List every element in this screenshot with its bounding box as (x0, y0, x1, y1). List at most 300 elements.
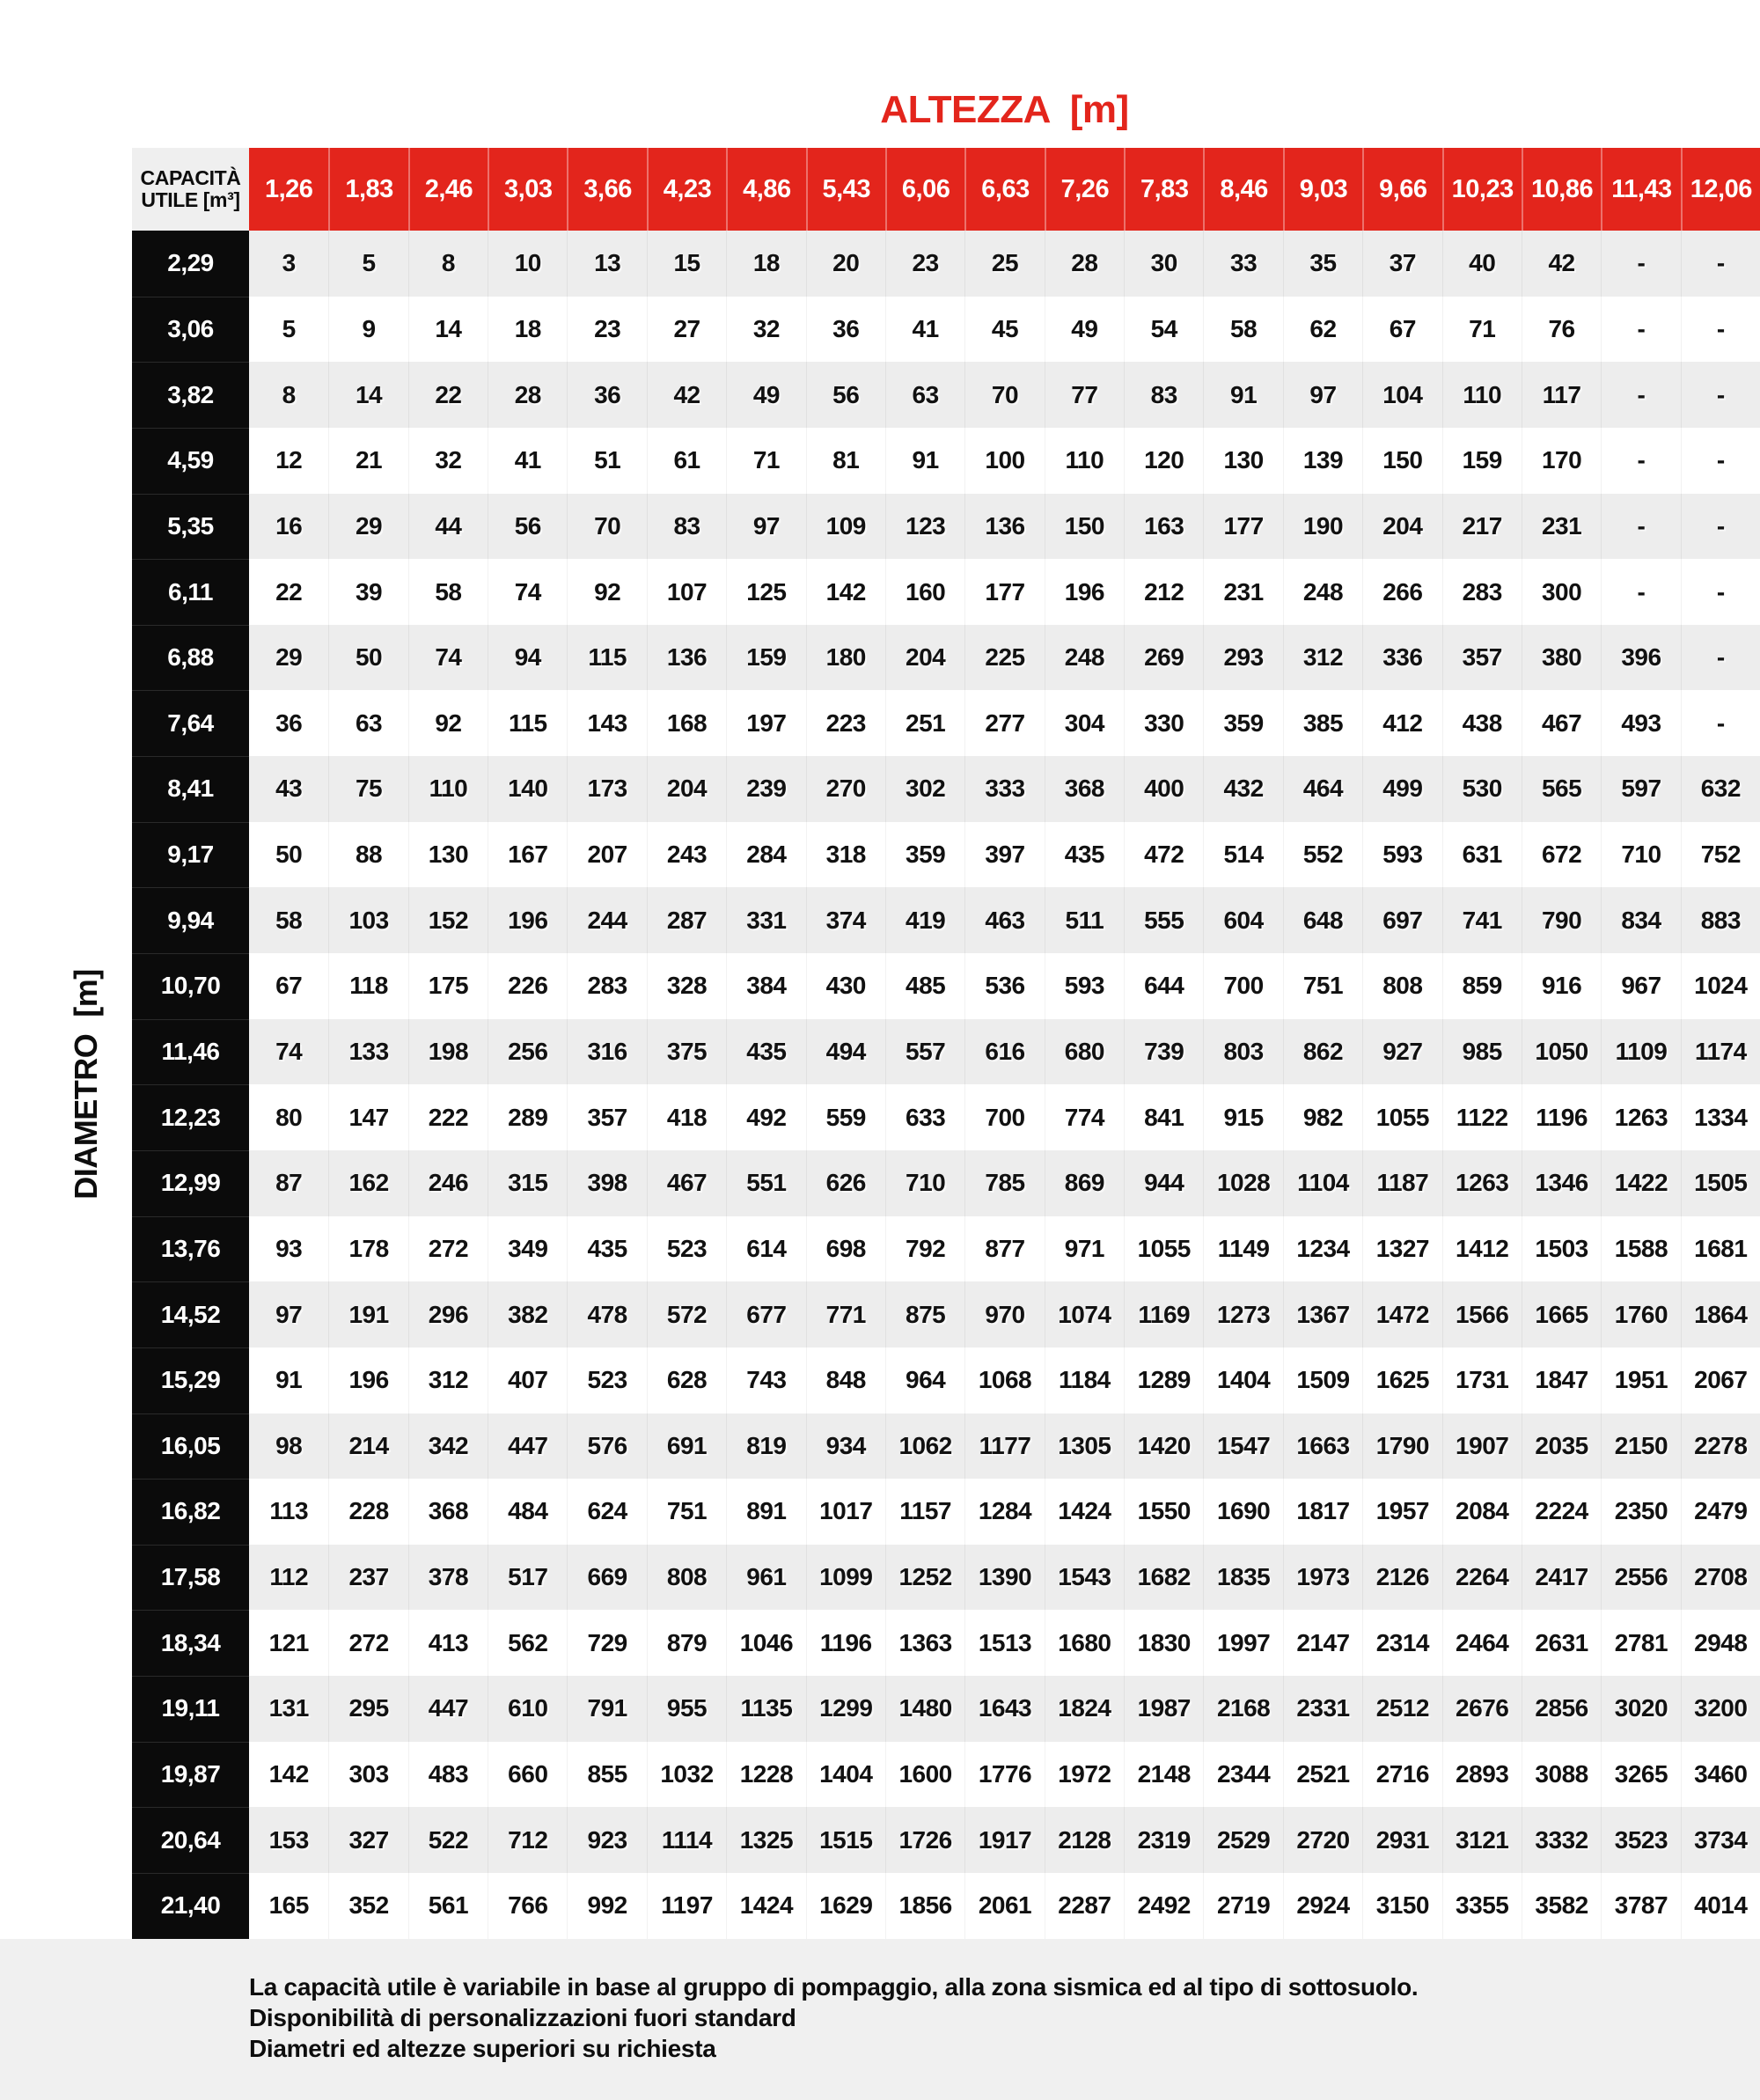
value-cell: 2314 (1362, 1610, 1441, 1676)
value-cell: 54 (1124, 297, 1203, 363)
value-cell: 915 (1203, 1084, 1282, 1150)
value-cell: 359 (885, 822, 964, 888)
value-cell: 964 (885, 1347, 964, 1413)
value-cell: 61 (647, 428, 726, 494)
value-cell: 5 (328, 231, 407, 297)
value-cell: 2331 (1283, 1676, 1362, 1742)
value-cell: 225 (964, 625, 1044, 691)
value-cell: 430 (806, 953, 885, 1019)
value-cell: 1187 (1362, 1150, 1441, 1216)
value-cell: 447 (488, 1413, 567, 1480)
row-header-cell: 8,41 (132, 756, 249, 822)
column-axis-title: ALTEZZA [m] (880, 88, 1129, 131)
table-row (132, 953, 1760, 1019)
value-cell: 1157 (885, 1479, 964, 1545)
column-header-cell: 1,26 (249, 148, 328, 231)
value-cell: 700 (1203, 953, 1282, 1019)
value-cell: 741 (1442, 887, 1522, 953)
value-cell: 2512 (1362, 1676, 1441, 1742)
value-cell: 303 (328, 1742, 407, 1808)
value-cell: 63 (885, 362, 964, 428)
value-cell: 1600 (885, 1742, 964, 1808)
row-header-cell: 18,34 (132, 1610, 249, 1676)
value-cell: 1663 (1283, 1413, 1362, 1480)
value-cell: 869 (1045, 1150, 1124, 1216)
value-cell: 283 (1442, 559, 1522, 625)
table-row (132, 1347, 1760, 1413)
value-cell: 891 (726, 1479, 805, 1545)
value-cell: 985 (1442, 1019, 1522, 1085)
value-cell: 140 (488, 756, 567, 822)
value-cell: 1817 (1283, 1479, 1362, 1545)
value-cell: 49 (1045, 297, 1124, 363)
value-cell: 91 (1203, 362, 1282, 428)
row-header-cell: 17,58 (132, 1545, 249, 1611)
value-cell: 357 (567, 1084, 646, 1150)
value-cell: 1252 (885, 1545, 964, 1611)
value-cell: 552 (1283, 822, 1362, 888)
value-cell: 41 (488, 428, 567, 494)
value-cell: 875 (885, 1281, 964, 1347)
value-cell: 121 (249, 1610, 328, 1676)
value-cell: 1327 (1362, 1216, 1441, 1282)
value-cell: - (1681, 690, 1760, 756)
value-cell: 1917 (964, 1807, 1044, 1873)
value-cell: 624 (567, 1479, 646, 1545)
value-cell: 1050 (1522, 1019, 1601, 1085)
value-cell: 153 (249, 1807, 328, 1873)
row-header-cell: 14,52 (132, 1281, 249, 1347)
value-cell: 217 (1442, 494, 1522, 560)
value-cell: - (1681, 362, 1760, 428)
value-cell: 269 (1124, 625, 1203, 691)
footer-note: La capacità utile è variabile in base al gruppo di pompaggio, alla zona sismica ed al tipo di sottosuolo. (249, 1973, 1419, 2001)
value-cell: 18 (488, 297, 567, 363)
value-cell: 20 (806, 231, 885, 297)
value-cell: 1032 (647, 1742, 726, 1808)
value-cell: 1068 (964, 1347, 1044, 1413)
value-cell: 1334 (1681, 1084, 1760, 1150)
value-cell: 204 (1362, 494, 1441, 560)
column-header-cell: 2,46 (408, 148, 488, 231)
value-cell: 43 (249, 756, 328, 822)
value-cell: 523 (567, 1347, 646, 1413)
value-cell: 342 (408, 1413, 488, 1480)
value-cell: 1273 (1203, 1281, 1282, 1347)
value-cell: 597 (1601, 756, 1680, 822)
value-cell: 680 (1045, 1019, 1124, 1085)
value-cell: 42 (647, 362, 726, 428)
value-cell: 1864 (1681, 1281, 1760, 1347)
value-cell: 3787 (1601, 1873, 1680, 1939)
value-cell: 180 (806, 625, 885, 691)
value-cell: 352 (328, 1873, 407, 1939)
value-cell: 2708 (1681, 1545, 1760, 1611)
value-cell: 848 (806, 1347, 885, 1413)
value-cell: 239 (726, 756, 805, 822)
value-cell: 385 (1283, 690, 1362, 756)
value-cell: 1055 (1124, 1216, 1203, 1282)
value-cell: 1135 (726, 1676, 805, 1742)
value-cell: 1422 (1601, 1150, 1680, 1216)
value-cell: 435 (1045, 822, 1124, 888)
value-cell: 1424 (726, 1873, 805, 1939)
value-cell: 614 (726, 1216, 805, 1282)
value-cell: 74 (249, 1019, 328, 1085)
row-header-cell: 3,82 (132, 362, 249, 428)
value-cell: 751 (1283, 953, 1362, 1019)
value-cell: 328 (647, 953, 726, 1019)
header-row (132, 148, 1760, 231)
value-cell: 970 (964, 1281, 1044, 1347)
value-cell: 1305 (1045, 1413, 1124, 1480)
value-cell: 467 (1522, 690, 1601, 756)
value-cell: 13 (567, 231, 646, 297)
value-cell: 349 (488, 1216, 567, 1282)
value-cell: 710 (1601, 822, 1680, 888)
value-cell: 87 (249, 1150, 328, 1216)
column-header-cell: 1,83 (328, 148, 407, 231)
column-header-cell: 7,83 (1124, 148, 1203, 231)
value-cell: - (1601, 494, 1680, 560)
value-cell: 1665 (1522, 1281, 1601, 1347)
value-cell: 196 (1045, 559, 1124, 625)
value-cell: 142 (249, 1742, 328, 1808)
value-cell: 71 (726, 428, 805, 494)
row-header-cell: 20,64 (132, 1807, 249, 1873)
value-cell: 572 (647, 1281, 726, 1347)
value-cell: 3150 (1362, 1873, 1441, 1939)
value-cell: 1024 (1681, 953, 1760, 1019)
value-cell: 177 (964, 559, 1044, 625)
value-cell: 492 (726, 1084, 805, 1150)
value-cell: 631 (1442, 822, 1522, 888)
value-cell: 484 (488, 1479, 567, 1545)
value-cell: 633 (885, 1084, 964, 1150)
row-header-cell: 10,70 (132, 953, 249, 1019)
value-cell: 142 (806, 559, 885, 625)
column-header-cell: 12,06 (1681, 148, 1760, 231)
row-header-cell: 2,29 (132, 231, 249, 297)
value-cell: 67 (1362, 297, 1441, 363)
row-header-cell: 6,11 (132, 559, 249, 625)
value-cell: 147 (328, 1084, 407, 1150)
value-cell: 565 (1522, 756, 1601, 822)
value-cell: 792 (885, 1216, 964, 1282)
value-cell: 1505 (1681, 1150, 1760, 1216)
value-cell: 2128 (1045, 1807, 1124, 1873)
value-cell: 35 (1283, 231, 1362, 297)
value-cell: 1169 (1124, 1281, 1203, 1347)
value-cell: 593 (1362, 822, 1441, 888)
value-cell: 1847 (1522, 1347, 1601, 1413)
value-cell: 1404 (1203, 1347, 1282, 1413)
value-cell: 3355 (1442, 1873, 1522, 1939)
value-cell: 117 (1522, 362, 1601, 428)
row-header-cell: 15,29 (132, 1347, 249, 1413)
row-header-cell: 3,06 (132, 297, 249, 363)
value-cell: 51 (567, 428, 646, 494)
value-cell: 2716 (1362, 1742, 1441, 1808)
value-cell: - (1681, 625, 1760, 691)
value-cell: 2719 (1203, 1873, 1282, 1939)
value-cell: 934 (806, 1413, 885, 1480)
value-cell: 316 (567, 1019, 646, 1085)
value-cell: 3121 (1442, 1807, 1522, 1873)
value-cell: 50 (249, 822, 328, 888)
value-cell: 700 (964, 1084, 1044, 1150)
value-cell: 2350 (1601, 1479, 1680, 1545)
value-cell: 1513 (964, 1610, 1044, 1676)
value-cell: 295 (328, 1676, 407, 1742)
value-cell: 412 (1362, 690, 1441, 756)
column-header-cell: 10,86 (1522, 148, 1601, 231)
value-cell: 1177 (964, 1413, 1044, 1480)
value-cell: 1028 (1203, 1150, 1282, 1216)
value-cell: 3523 (1601, 1807, 1680, 1873)
value-cell: 530 (1442, 756, 1522, 822)
value-cell: 58 (249, 887, 328, 953)
row-header-cell: 5,35 (132, 494, 249, 560)
value-cell: 1550 (1124, 1479, 1203, 1545)
value-cell: 375 (647, 1019, 726, 1085)
value-cell: 246 (408, 1150, 488, 1216)
value-cell: 1690 (1203, 1479, 1282, 1545)
value-cell: 214 (328, 1413, 407, 1480)
value-cell: 272 (408, 1216, 488, 1282)
value-cell: 150 (1362, 428, 1441, 494)
value-cell: 83 (647, 494, 726, 560)
table-row (132, 1281, 1760, 1347)
table-row (132, 297, 1760, 363)
value-cell: 2556 (1601, 1545, 1680, 1611)
value-cell: 2417 (1522, 1545, 1601, 1611)
value-cell: - (1681, 231, 1760, 297)
value-cell: 130 (1203, 428, 1282, 494)
value-cell: 883 (1681, 887, 1760, 953)
table-row (132, 559, 1760, 625)
value-cell: 382 (488, 1281, 567, 1347)
value-cell: 1114 (647, 1807, 726, 1873)
value-cell: 855 (567, 1742, 646, 1808)
value-cell: 118 (328, 953, 407, 1019)
corner-label-line2: UTILE [m³] (141, 188, 240, 211)
value-cell: 669 (567, 1545, 646, 1611)
value-cell: 378 (408, 1545, 488, 1611)
value-cell: 697 (1362, 887, 1441, 953)
value-cell: 2521 (1283, 1742, 1362, 1808)
value-cell: 37 (1362, 231, 1441, 297)
value-cell: 248 (1045, 625, 1124, 691)
footer-note: Disponibilità di personalizzazioni fuori standard (249, 2004, 796, 2031)
value-cell: 62 (1283, 297, 1362, 363)
value-cell: 74 (488, 559, 567, 625)
value-cell: 3460 (1681, 1742, 1760, 1808)
value-cell: 312 (408, 1347, 488, 1413)
value-cell: - (1601, 362, 1680, 428)
column-header-cell: 3,66 (567, 148, 646, 231)
value-cell: 58 (408, 559, 488, 625)
table-row (132, 887, 1760, 953)
value-cell: 1824 (1045, 1676, 1124, 1742)
value-cell: 2148 (1124, 1742, 1203, 1808)
value-cell: 1543 (1045, 1545, 1124, 1611)
value-cell: 432 (1203, 756, 1282, 822)
value-cell: 30 (1124, 231, 1203, 297)
value-cell: 3332 (1522, 1807, 1601, 1873)
value-cell: 136 (647, 625, 726, 691)
value-cell: 1184 (1045, 1347, 1124, 1413)
corner-label-line1: CAPACITÀ (140, 166, 241, 190)
value-cell: 1480 (885, 1676, 964, 1742)
value-cell: 1680 (1045, 1610, 1124, 1676)
value-cell: 1424 (1045, 1479, 1124, 1545)
value-cell: 32 (408, 428, 488, 494)
value-cell: 40 (1442, 231, 1522, 297)
value-cell: 739 (1124, 1019, 1203, 1085)
value-cell: 104 (1362, 362, 1441, 428)
value-cell: 557 (885, 1019, 964, 1085)
value-cell: 1509 (1283, 1347, 1362, 1413)
value-cell: 97 (249, 1281, 328, 1347)
value-cell: 67 (249, 953, 328, 1019)
value-cell: 771 (806, 1281, 885, 1347)
value-cell: 561 (408, 1873, 488, 1939)
value-cell: 2464 (1442, 1610, 1522, 1676)
value-cell: 36 (567, 362, 646, 428)
value-cell: 1017 (806, 1479, 885, 1545)
value-cell: 45 (964, 297, 1044, 363)
value-cell: 56 (488, 494, 567, 560)
value-cell: 1588 (1601, 1216, 1680, 1282)
value-cell: 1972 (1045, 1742, 1124, 1808)
value-cell: 14 (408, 297, 488, 363)
value-cell: 244 (567, 887, 646, 953)
value-cell: 14 (328, 362, 407, 428)
value-cell: 419 (885, 887, 964, 953)
table-row (132, 1807, 1760, 1873)
value-cell: 110 (408, 756, 488, 822)
value-cell: 93 (249, 1216, 328, 1282)
value-cell: - (1681, 559, 1760, 625)
value-cell: 115 (567, 625, 646, 691)
value-cell: 256 (488, 1019, 567, 1085)
value-cell: 485 (885, 953, 964, 1019)
value-cell: 160 (885, 559, 964, 625)
value-cell: 107 (647, 559, 726, 625)
table-row (132, 428, 1760, 494)
value-cell: 1643 (964, 1676, 1044, 1742)
value-cell: 992 (567, 1873, 646, 1939)
value-cell: 39 (328, 559, 407, 625)
value-cell: 803 (1203, 1019, 1282, 1085)
value-cell: 2893 (1442, 1742, 1522, 1808)
value-cell: 923 (567, 1807, 646, 1873)
value-cell: 2061 (964, 1873, 1044, 1939)
value-cell: 1228 (726, 1742, 805, 1808)
row-header-cell: 21,40 (132, 1873, 249, 1939)
value-cell: 302 (885, 756, 964, 822)
value-cell: 3088 (1522, 1742, 1601, 1808)
value-cell: 173 (567, 756, 646, 822)
value-cell: 967 (1601, 953, 1680, 1019)
value-cell: 1830 (1124, 1610, 1203, 1676)
value-cell: 2147 (1283, 1610, 1362, 1676)
value-cell: 22 (249, 559, 328, 625)
value-cell: 9 (328, 297, 407, 363)
value-cell: 2264 (1442, 1545, 1522, 1611)
value-cell: 81 (806, 428, 885, 494)
value-cell: 672 (1522, 822, 1601, 888)
row-header-cell: 4,59 (132, 428, 249, 494)
value-cell: 536 (964, 953, 1044, 1019)
value-cell: 212 (1124, 559, 1203, 625)
value-cell: 83 (1124, 362, 1203, 428)
value-cell: 91 (249, 1347, 328, 1413)
value-cell: 8 (249, 362, 328, 428)
value-cell: 729 (567, 1610, 646, 1676)
value-cell: 1987 (1124, 1676, 1203, 1742)
value-cell: 270 (806, 756, 885, 822)
value-cell: 98 (249, 1413, 328, 1480)
table-row (132, 822, 1760, 888)
value-cell: 3200 (1681, 1676, 1760, 1742)
value-cell: 97 (1283, 362, 1362, 428)
value-cell: 791 (567, 1676, 646, 1742)
value-cell: 435 (567, 1216, 646, 1282)
value-cell: 3 (249, 231, 328, 297)
value-cell: 36 (249, 690, 328, 756)
table-row (132, 1150, 1760, 1216)
value-cell: 961 (726, 1545, 805, 1611)
value-cell: 478 (567, 1281, 646, 1347)
value-cell: 331 (726, 887, 805, 953)
value-cell: 1731 (1442, 1347, 1522, 1413)
value-cell: 1367 (1283, 1281, 1362, 1347)
value-cell: 150 (1045, 494, 1124, 560)
value-cell: 467 (647, 1150, 726, 1216)
row-header-cell: 9,94 (132, 887, 249, 953)
value-cell: 523 (647, 1216, 726, 1282)
value-cell: 1196 (806, 1610, 885, 1676)
value-cell: 1404 (806, 1742, 885, 1808)
value-cell: 3020 (1601, 1676, 1680, 1742)
value-cell: 1325 (726, 1807, 805, 1873)
value-cell: 10 (488, 231, 567, 297)
column-header-cell: 6,63 (964, 148, 1044, 231)
value-cell: 819 (726, 1413, 805, 1480)
value-cell: 2035 (1522, 1413, 1601, 1480)
value-cell: 197 (726, 690, 805, 756)
table-row (132, 625, 1760, 691)
value-cell: 593 (1045, 953, 1124, 1019)
value-cell: 1197 (647, 1873, 726, 1939)
value-cell: 1856 (885, 1873, 964, 1939)
value-cell: 604 (1203, 887, 1282, 953)
value-cell: 4014 (1681, 1873, 1760, 1939)
row-header-cell: 19,11 (132, 1676, 249, 1742)
value-cell: 1284 (964, 1479, 1044, 1545)
value-cell: 1776 (964, 1742, 1044, 1808)
value-cell: 94 (488, 625, 567, 691)
value-cell: 384 (726, 953, 805, 1019)
value-cell: 327 (328, 1807, 407, 1873)
value-cell: 163 (1124, 494, 1203, 560)
column-header-cell: 6,06 (885, 148, 964, 231)
value-cell: 58 (1203, 297, 1282, 363)
value-cell: 859 (1442, 953, 1522, 1019)
value-cell: 971 (1045, 1216, 1124, 1282)
